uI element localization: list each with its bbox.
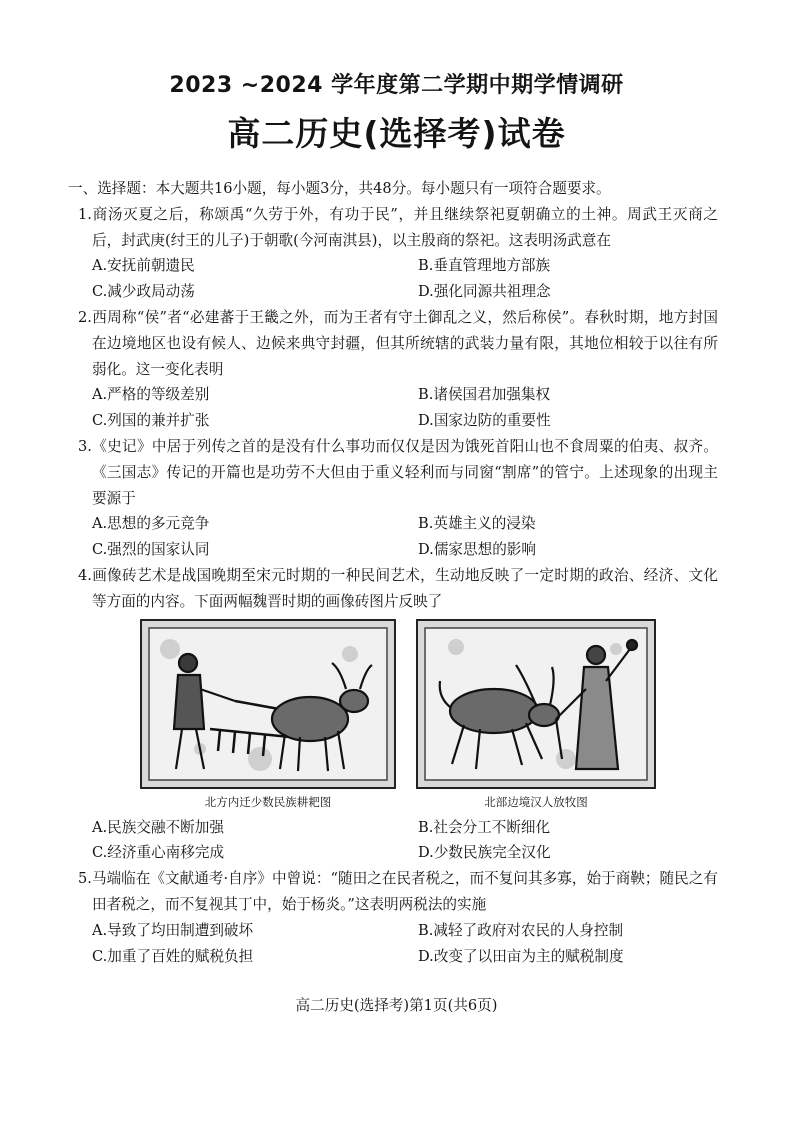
question-3 (78, 434, 718, 563)
page-footer: 高二历史(选择考)第1页(共6页) (295, 997, 498, 1014)
question-stem: 5.马端临在《文献通考·自序》中曾说：“随田之在民者税之，而不复问其多寡，始于商鞅；随民之有田者税之，而不复视其丁中，始于杨炎。”这表明两税法的实施 (78, 870, 718, 913)
option-d: D.强化同源共祖理念 (418, 283, 551, 301)
options (78, 815, 718, 867)
options (78, 511, 718, 563)
brick-figures (78, 619, 718, 815)
question-1 (78, 202, 718, 305)
exam-title: 2023 ~2024 学年度第二学期中期学情调研 (169, 73, 624, 98)
figure-left (140, 619, 396, 810)
option-a: A.民族交融不断加强 (92, 818, 224, 836)
option-c: C.经济重心南移完成 (92, 844, 225, 862)
question-stem: 2.西周称“侯”者“必建蕃于王畿之外，而为王者有守土御乱之义，然后称侯”。春秋时期，地方封国在边境地区也设有候人、边候来典守封疆，但其所统辖的武装力量有限，其地位相较于以往有所弱化。这一变化表明 (78, 308, 718, 378)
option-c: C.加重了百姓的赋税负担 (92, 947, 254, 965)
question-2 (78, 305, 718, 434)
option-b: B.垂直管理地方部族 (418, 257, 551, 275)
option-a: A.严格的等级差别 (92, 386, 210, 404)
herding-brick-image (416, 619, 656, 789)
question-5 (78, 866, 718, 969)
option-b: B.减轻了政府对农民的人身控制 (418, 921, 624, 939)
option-a: A.导致了均田制遭到破坏 (92, 921, 254, 939)
figure-caption: 北方内迁少数民族耕耙图 (204, 794, 332, 809)
question-stem: 1.商汤灭夏之后，称颂禹“久劳于外，有功于民”，并且继续祭祀夏朝确立的土神。周武王灭商之后，封武庚(纣王的儿子)于朝歌(今河南淇县)，以主殷商的祭祀。这表明汤武意在 (78, 205, 718, 249)
subject-title: 高二历史(选择考)试卷 (227, 114, 566, 153)
question-stem: 4.画像砖艺术是战国晚期至宋元时期的一种民间艺术，生动地反映了一定时期的政治、经济、文化等方面的内容。下面两幅魏晋时期的画像砖图片反映了 (78, 566, 718, 610)
option-d: D.少数民族完全汉化 (418, 844, 551, 862)
options (78, 253, 718, 305)
option-d: D.国家边防的重要性 (418, 412, 551, 430)
question-stem: 3.《史记》中居于列传之首的是没有什么事功而仅仅是因为饿死首阳山也不食周粟的伯夷、叔齐。《三国志》传记的开篇也是功劳不大但由于重义轻利而与同窗“割席”的管宁。上述现象的出现主要源于 (78, 437, 718, 507)
option-c: C.强烈的国家认同 (92, 541, 210, 559)
option-b: B.英雄主义的浸染 (418, 515, 536, 533)
figure-caption: 北部边境汉人放牧图 (484, 794, 588, 809)
option-d: D.改变了以田亩为主的赋税制度 (418, 947, 624, 965)
figure-right (416, 619, 656, 810)
option-b: B.社会分工不断细化 (418, 818, 551, 836)
question-4 (78, 563, 718, 866)
options (78, 918, 718, 970)
plowing-brick-image (140, 619, 396, 789)
option-b: B.诸侯国君加强集权 (418, 386, 551, 404)
option-d: D.儒家思想的影响 (418, 541, 536, 559)
option-a: A.思想的多元竞争 (92, 515, 210, 533)
section-title: 一、选择题：本大题共16小题，每小题3分，共48分。每小题只有一项符合题要求。 (68, 180, 611, 197)
option-c: C.列国的兼并扩张 (92, 412, 210, 430)
option-a: A.安抚前朝遗民 (92, 257, 195, 275)
question-area (68, 176, 718, 969)
options (78, 382, 718, 434)
option-c: C.减少政局动荡 (92, 283, 195, 301)
